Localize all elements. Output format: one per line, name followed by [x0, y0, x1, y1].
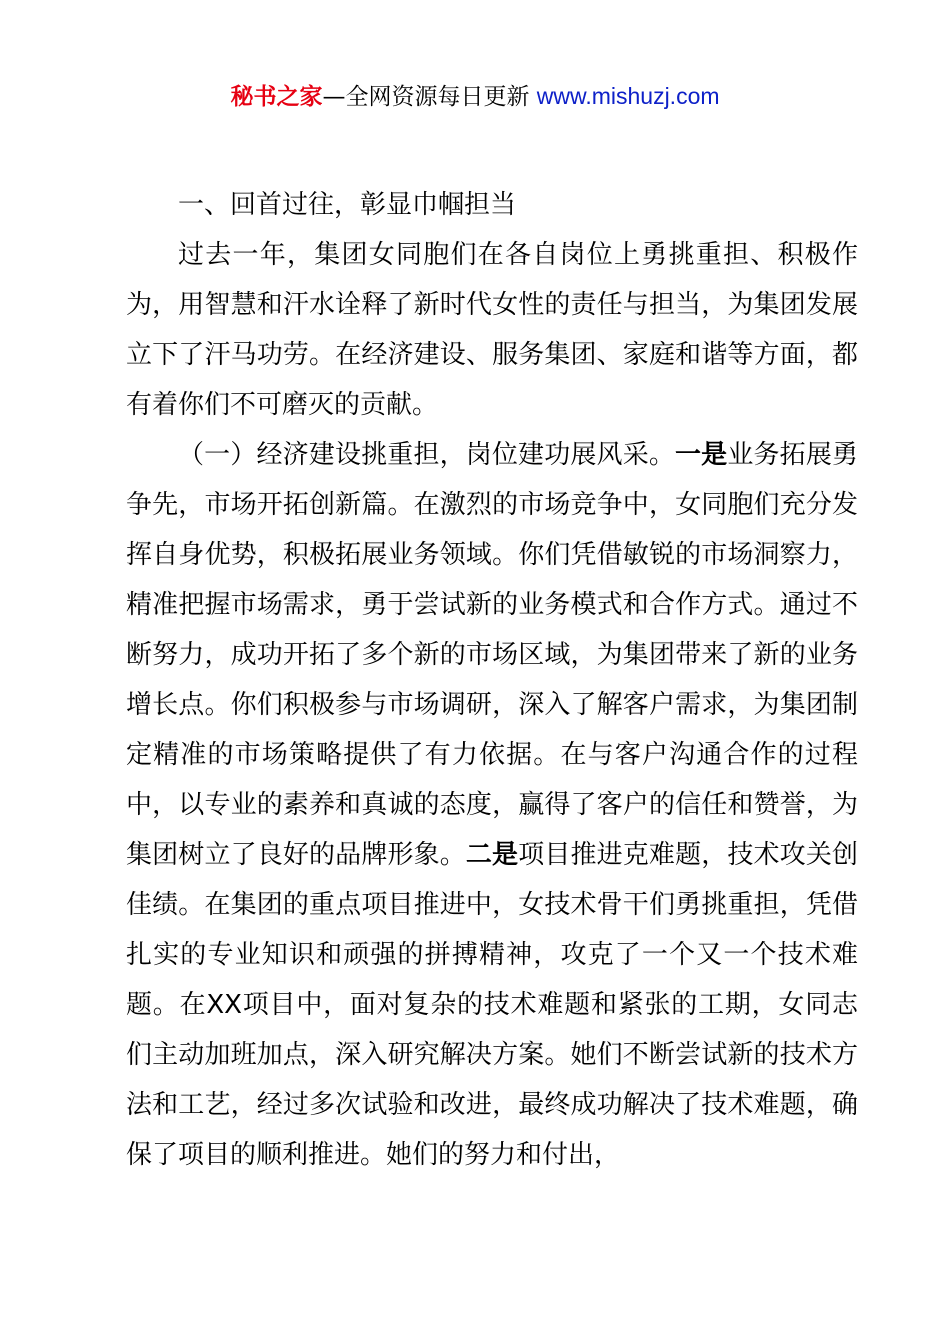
paragraph-intro: 过去一年，集团女同胞们在各自岗位上勇挑重担、积极作为，用智慧和汗水诠释了新时代女性的责任与担当，为集团发展立下了汗马功劳。在经济建设、服务集团、家庭和谐等方面，都有着你们不可磨灭的贡献。: [126, 240, 858, 420]
brand-name: 秘书之家: [230, 84, 323, 110]
header-tagline: —全网资源每日更新: [322, 84, 537, 110]
section-heading: 一、回首过往，彰显巾帼担当: [178, 190, 517, 220]
point-marker-2: 二是: [465, 840, 519, 870]
point-marker-1: 一是: [675, 440, 728, 470]
point-text-1: 业务拓展勇争先，市场开拓创新篇。在激烈的市场竞争中，女同胞们充分发挥自身优势，积极拓展业务领域。你们凭借敏锐的市场洞察力，精准把握市场需求，勇于尝试新的业务模式和合作方式。通过不断努力，成功开拓了多个新的市场区域，为集团带来了新的业务增长点。你们积极参与市场调研，深入了解客户需求，为集团制定精准的市场策略提供了有力依据。在与客户沟通合作的过程中，以专业的素养和真诚的态度，赢得了客户的信任和赞誉，为集团树立了良好的品牌形象。: [126, 440, 858, 870]
paragraph-economic: [126, 430, 858, 1180]
site-url-link[interactable]: www.mishuzj.com: [536, 83, 720, 109]
point-text-2: 项目推进克难题，技术攻关创佳绩。在集团的重点项目推进中，女技术骨干们勇挑重担，凭借扎实的专业知识和顽强的拼搏精神，攻克了一个又一个技术难题。在XX项目中，面对复杂的技术难题和紧张的工期，女同志们主动加班加点，深入研究解决方案。她们不断尝试新的技术方法和工艺，经过多次试验和改进，最终成功解决了技术难题，确保了项目的顺利推进。她们的努力和付出，: [126, 840, 858, 1170]
document-body: [126, 180, 858, 1180]
page-header: [0, 80, 950, 113]
subsection-lead: （一）经济建设挑重担，岗位建功展风采。: [178, 440, 676, 470]
